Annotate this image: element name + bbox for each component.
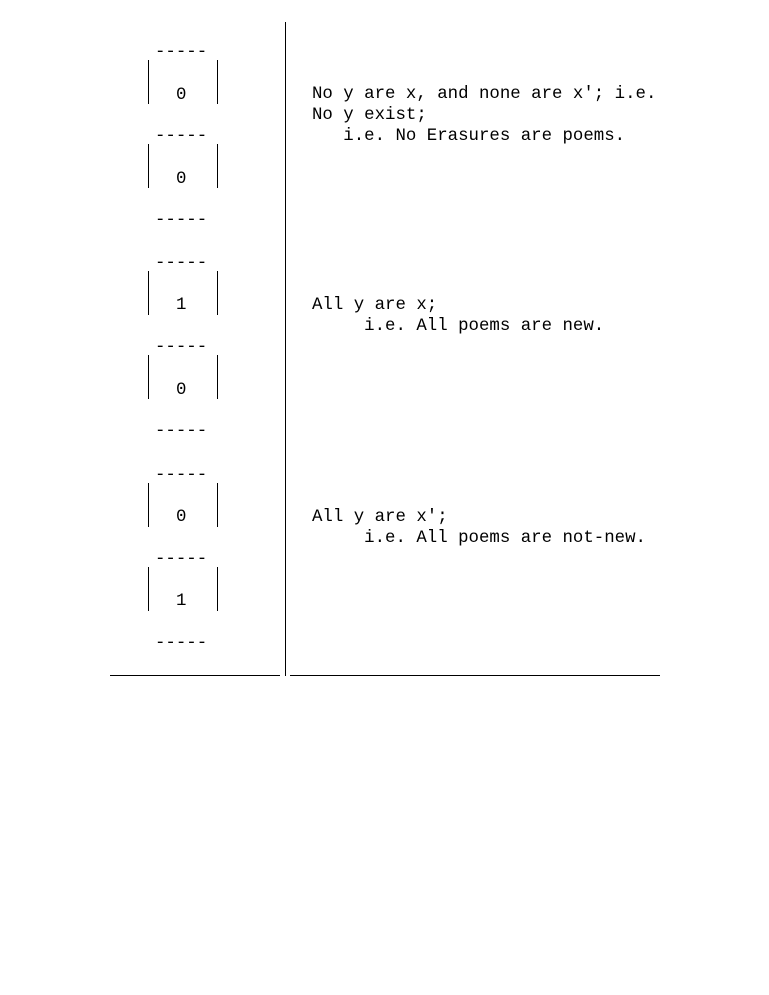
diagram-2-bottom-cell xyxy=(148,337,218,441)
cell-top-border: ----- xyxy=(155,127,208,146)
cell-left-border xyxy=(148,483,149,527)
diagram-2-statement-line-1: All y are x; xyxy=(312,296,438,315)
diagram-3-top-cell xyxy=(148,465,218,549)
cell-top-border: ----- xyxy=(155,254,208,273)
cell-right-border xyxy=(217,483,218,527)
cell-value: 0 xyxy=(176,508,187,527)
diagram-2-statement-line-2: i.e. All poems are new. xyxy=(312,317,605,336)
cell-bottom-border: ----- xyxy=(155,422,208,441)
cell-right-border xyxy=(217,144,218,188)
cell-right-border xyxy=(217,271,218,315)
cell-top-border: ----- xyxy=(155,338,208,357)
cell-top-border: ----- xyxy=(155,466,208,485)
diagram-1-bottom-cell xyxy=(148,126,218,230)
cell-value: 0 xyxy=(176,170,187,189)
cell-left-border xyxy=(148,567,149,611)
cell-left-border xyxy=(148,271,149,315)
diagram-3-statement-line-2: i.e. All poems are not-new. xyxy=(312,529,646,548)
cell-left-border xyxy=(148,355,149,399)
cell-value: 1 xyxy=(176,592,187,611)
diagram-3-bottom-cell xyxy=(148,549,218,653)
cell-right-border xyxy=(217,567,218,611)
diagram-1-statement-line-3: i.e. No Erasures are poems. xyxy=(312,127,626,146)
bottom-rule-right xyxy=(290,675,660,676)
cell-top-border: ----- xyxy=(155,550,208,569)
bottom-rule-left xyxy=(110,675,280,676)
cell-bottom-border: ----- xyxy=(155,634,208,653)
cell-bottom-border: ----- xyxy=(155,211,208,230)
cell-right-border xyxy=(217,60,218,104)
cell-right-border xyxy=(217,355,218,399)
column-divider xyxy=(285,22,286,676)
diagram-1-top-cell xyxy=(148,42,218,126)
cell-left-border xyxy=(148,60,149,104)
cell-value: 0 xyxy=(176,381,187,400)
cell-value: 1 xyxy=(176,296,187,315)
diagram-1-statement-line-2: No y exist; xyxy=(312,106,427,125)
diagram-2-top-cell xyxy=(148,253,218,337)
cell-left-border xyxy=(148,144,149,188)
cell-value: 0 xyxy=(176,86,187,105)
cell-top-border: ----- xyxy=(155,43,208,62)
diagram-3-statement-line-1: All y are x'; xyxy=(312,508,448,527)
diagram-1-statement-line-1: No y are x, and none are x'; i.e. xyxy=(312,85,657,104)
